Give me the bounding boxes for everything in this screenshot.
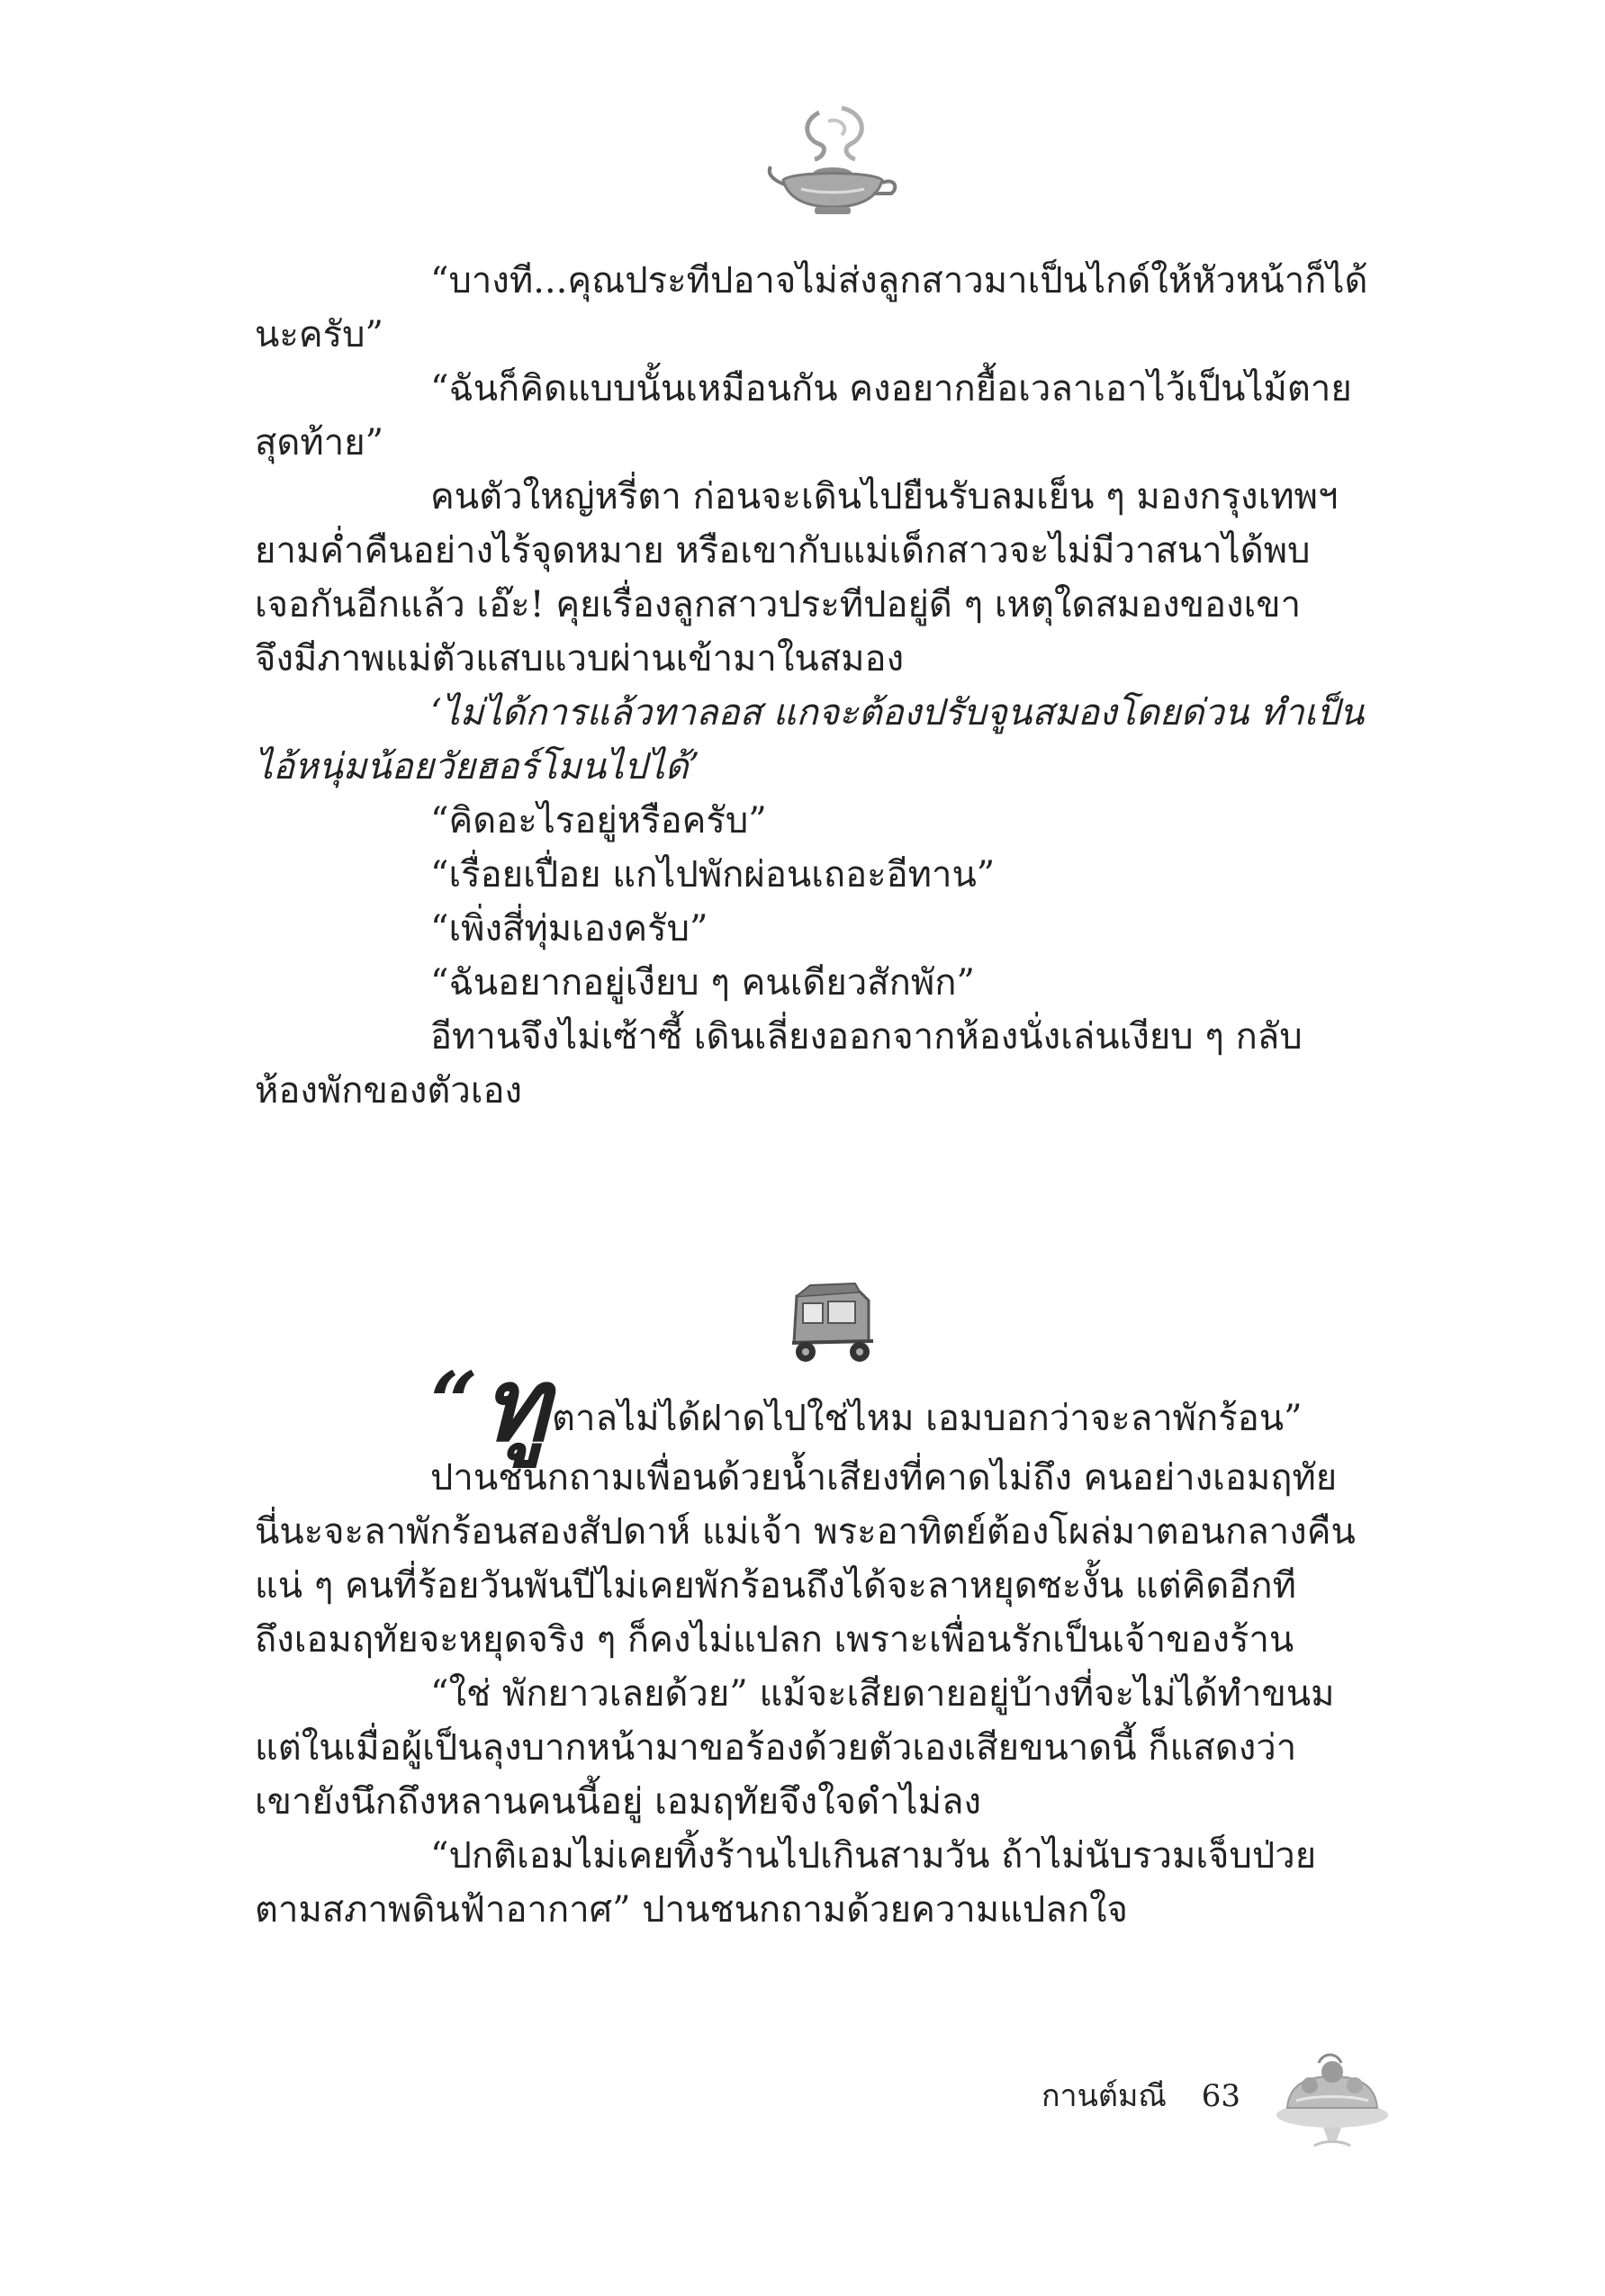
text-line: จึงมีภาพแม่ตัวแสบแวบผ่านเข้ามาในสมอง	[255, 638, 905, 680]
text-line: ยามค่ำคืนอย่างไร้จุดหมาย หรือเขากับแม่เด็กสาวจะไม่มีวาสนาได้พบ	[255, 530, 1311, 572]
text-block-lower	[255, 1451, 1407, 1937]
dessert-cake-icon	[1269, 2036, 1395, 2162]
text-line: “ฉันอยากอยู่เงียบ ๆ คนเดียวสักพัก”	[430, 962, 975, 1004]
text-line: เจอกันอีกแล้ว เอ๊ะ! คุยเรื่องลูกสาวประทีปอยู่ดี ๆ เหตุใดสมองของเขา	[255, 584, 1302, 626]
genie-lamp-icon	[765, 104, 900, 221]
page-footer	[1041, 2074, 1240, 2119]
text-line: ตามสภาพดินฟ้าอากาศ” ปานชนกถามด้วยความแปลกใจ	[255, 1889, 1128, 1931]
book-title: กานต์มณี	[1041, 2078, 1167, 2114]
text-line: แน่ ๆ คนที่ร้อยวันพันปีไม่เคยพักร้อนถึงได้จะลาหยุดซะงั้น แต่คิดอีกที	[255, 1565, 1296, 1607]
text-block-upper	[255, 254, 1407, 1118]
dropcap-rest-text: ตาลไม่ได้ฝาดไปใช่ไหม เอมบอกว่าจะลาพักร้อน”	[552, 1398, 1303, 1439]
text-line: ไอ้หนุ่มน้อยวัยฮอร์โมนไปได้’	[255, 746, 700, 788]
text-line: “ใช่ พักยาวเลยด้วย” แม้จะเสียดายอยู่บ้างที่จะไม่ได้ทำขนม	[430, 1673, 1335, 1715]
text-line: “คิดอะไรอยู่หรือครับ”	[430, 800, 767, 842]
text-line: “เพิ่งสี่ทุ่มเองครับ”	[430, 908, 708, 950]
text-line: นะครับ”	[255, 314, 383, 356]
text-line: นี่นะจะลาพักร้อนสองสัปดาห์ แม่เจ้า พระอาทิตย์ต้องโผล่มาตอนกลางคืน	[255, 1511, 1356, 1553]
text-line: ถึงเอมฤทัยจะหยุดจริง ๆ ก็คงไม่แปลก เพราะเพื่อนรักเป็นเจ้าของร้าน	[255, 1619, 1294, 1661]
text-line: เขายังนึกถึงหลานคนนี้อยู่ เอมฤทัยจึงใจดำไม่ลง	[255, 1781, 982, 1823]
text-line: “ปกติเอมไม่เคยทิ้งร้านไปเกินสามวัน ถ้าไม่นับรวมเจ็บป่วย	[430, 1835, 1317, 1877]
dropcap-letter: ทู	[482, 1346, 549, 1464]
dropcap-line	[255, 1346, 1407, 1464]
text-line: สุดท้าย”	[255, 422, 384, 464]
page-number: 63	[1201, 2078, 1240, 2114]
text-line: ห้องพักของตัวเอง	[255, 1070, 523, 1112]
dropcap-paragraph	[255, 1346, 1407, 1464]
text-line: อีทานจึงไม่เซ้าซี้ เดินเลี่ยงออกจากห้องนั่งเล่นเงียบ ๆ กลับ	[430, 1016, 1303, 1058]
text-line: “ฉันก็คิดแบบนั้นเหมือนกัน คงอยากยื้อเวลาเอาไว้เป็นไม้ตาย	[430, 368, 1352, 410]
text-line: แต่ในเมื่อผู้เป็นลุงบากหน้ามาขอร้องด้วยตัวเองเสียขนาดนี้ ก็แสดงว่า	[255, 1727, 1297, 1769]
tuk-tuk-icon	[783, 1278, 882, 1368]
text-line: คนตัวใหญ่หรี่ตา ก่อนจะเดินไปยืนรับลมเย็น ๆ มองกรุงเทพฯ	[430, 476, 1339, 518]
text-line: ปานชนกถามเพื่อนด้วยน้ำเสียงที่คาดไม่ถึง คนอย่างเอมฤทัย	[430, 1457, 1338, 1499]
text-line: ‘ไม่ได้การแล้วทาลอส แกจะต้องปรับจูนสมองโดยด่วน ทำเป็น	[430, 692, 1365, 734]
dropcap-quote: “	[430, 1354, 478, 1451]
text-line: “บางที...คุณประทีปอาจไม่ส่งลูกสาวมาเป็นไกด์ให้หัวหน้าก็ได้	[430, 260, 1368, 302]
text-line: “เรื่อยเปื่อย แกไปพักผ่อนเถอะอีทาน”	[430, 854, 996, 896]
